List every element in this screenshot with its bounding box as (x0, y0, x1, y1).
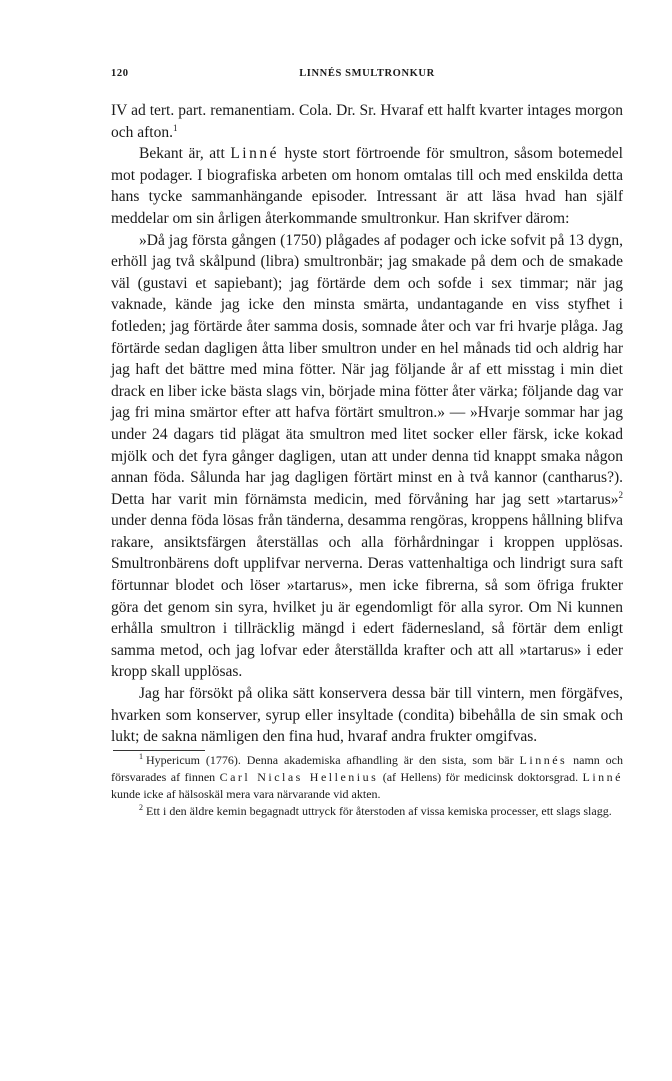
footnote-ref-1: 1 (172, 122, 178, 133)
paragraph-2-text-a: Bekant är, att (139, 145, 231, 163)
paragraph-3-text-a: »Då jag första gången (1750) plågades af podager och icke sofvit på 13 dygn, erhöll jag två skålpund (libra) smultronbär; jag smakade på dem och de smakade väl (gustavi et sapiebant); jag förtärde dem och sofde i sex timmar; när jag vaknade, kände jag icke den minsta smärta, undantagande en viss styfhet i fotleden; jag förtärde åter samma dosis, somnade åter och var fri hvarje plåga. Jag förtärde sedan dagligen åtta liber smultron under en hel månads tid och aldrig har jag haft det bättre med mina fötter. När jag följande år af ett misstag i min diet drack en liber icke bästa slags vin, började mina fötter åter värka; följande dag var jag fri mina smärtor efter att hafva förtärt smultron.» — »Hvarje sommar har jag under 24 dagars tid plägat äta smultron med litet socker eller färsk, icke kokad mjölk och det fyra gånger dagligen, utan att under denna tid knappt smaka någon annan föda. Sålunda har jag dagligen förtärt minst en à två kannor (cantharus?). Detta har varit min förnämsta medicin, med förvåning har jag sett »tartarus» (111, 231, 623, 508)
body-text (111, 100, 623, 748)
paragraph-1-text: IV ad tert. part. remanentiam. Cola. Dr. Sr. Hvaraf ett halft kvarter intages morgon och afton. (111, 102, 623, 141)
footnote-2-text: Ett i den äldre kemin begagnadt uttryck för återstoden af vissa kemiska processer, ett slags slagg. (146, 803, 612, 818)
running-title: LINNÉS SMULTRONKUR (299, 68, 435, 79)
footnote-2-mark: 2 (139, 802, 143, 812)
footnote-1-text-a: Hypericum (1776). Denna akademiska afhandling är den sista, som bär (146, 752, 520, 767)
paragraph-3-text-b: under denna föda lösas från tänderna, desamma rengöras, kroppens hållning blifva rakare, ansiktsfärgen återställas och alla förhårdningar i kroppen upplösas. Smultronbärens doft upplifvar nerverna. Deras vattenhaltiga och lindrigt sura saft förtunnar blodet och löser »tartarus», men icke fibrerna, så som öfriga frukter göra det genom sin syra, hvilket ju är egendomligt för alla syror. Om Ni kunnen erhålla smultron i tillräcklig mängd i edert fädernesland, så förtär dem enligt samma metod, och jag lofvar eder återställda krafter och att all »tartarus» i eder kropp skall upplösas. (111, 512, 623, 681)
footnote-1-name-linnes: Linnés (519, 752, 568, 767)
footnote-1-text-b: namn och försvarades af finnen (111, 752, 623, 784)
paragraph-2-text-b: hyste stort förtroende för smultron, såsom botemedel mot podager. I biografiska arbeten om honom omtalas till och med enskilda detta hans tycke sammanhängande episoder. Intressant är att läsa hvad han själf meddelar om sin årligen återkommande smultronkur. Han skrifver därom: (111, 145, 623, 227)
footnote-ref-2: 2 (618, 489, 623, 500)
paragraph-1 (111, 100, 623, 143)
footnote-1 (111, 752, 623, 803)
footnotes (111, 752, 623, 820)
running-head (111, 64, 623, 84)
paragraph-3 (111, 230, 623, 683)
footnote-rule (113, 750, 205, 751)
book-page (111, 64, 623, 820)
paragraph-4: Jag har försökt på olika sätt konservera dessa bär till vintern, men förgäfves, hvarken som konserver, syrup eller insyltade (condita) bibehålla de sin smak och lukt; de sakna nämligen den fina hud, hvaraf andra frukter omgifvas. (111, 685, 623, 746)
footnote-1-text-d: kunde icke af hälsoskäl mera vara närvarande vid akten. (111, 786, 381, 801)
paragraph-2 (111, 143, 623, 229)
page-number: 120 (111, 68, 129, 79)
footnote-2 (111, 803, 623, 820)
footnote-1-name-hellenius: Carl Niclas Hellenius (219, 769, 379, 784)
name-linne: Linné (230, 145, 279, 163)
footnote-1-name-linne: Linné (582, 769, 623, 784)
footnote-1-text-c: (af Hellens) för medicinsk doktorsgrad. (378, 769, 583, 784)
footnote-1-mark: 1 (139, 751, 143, 761)
